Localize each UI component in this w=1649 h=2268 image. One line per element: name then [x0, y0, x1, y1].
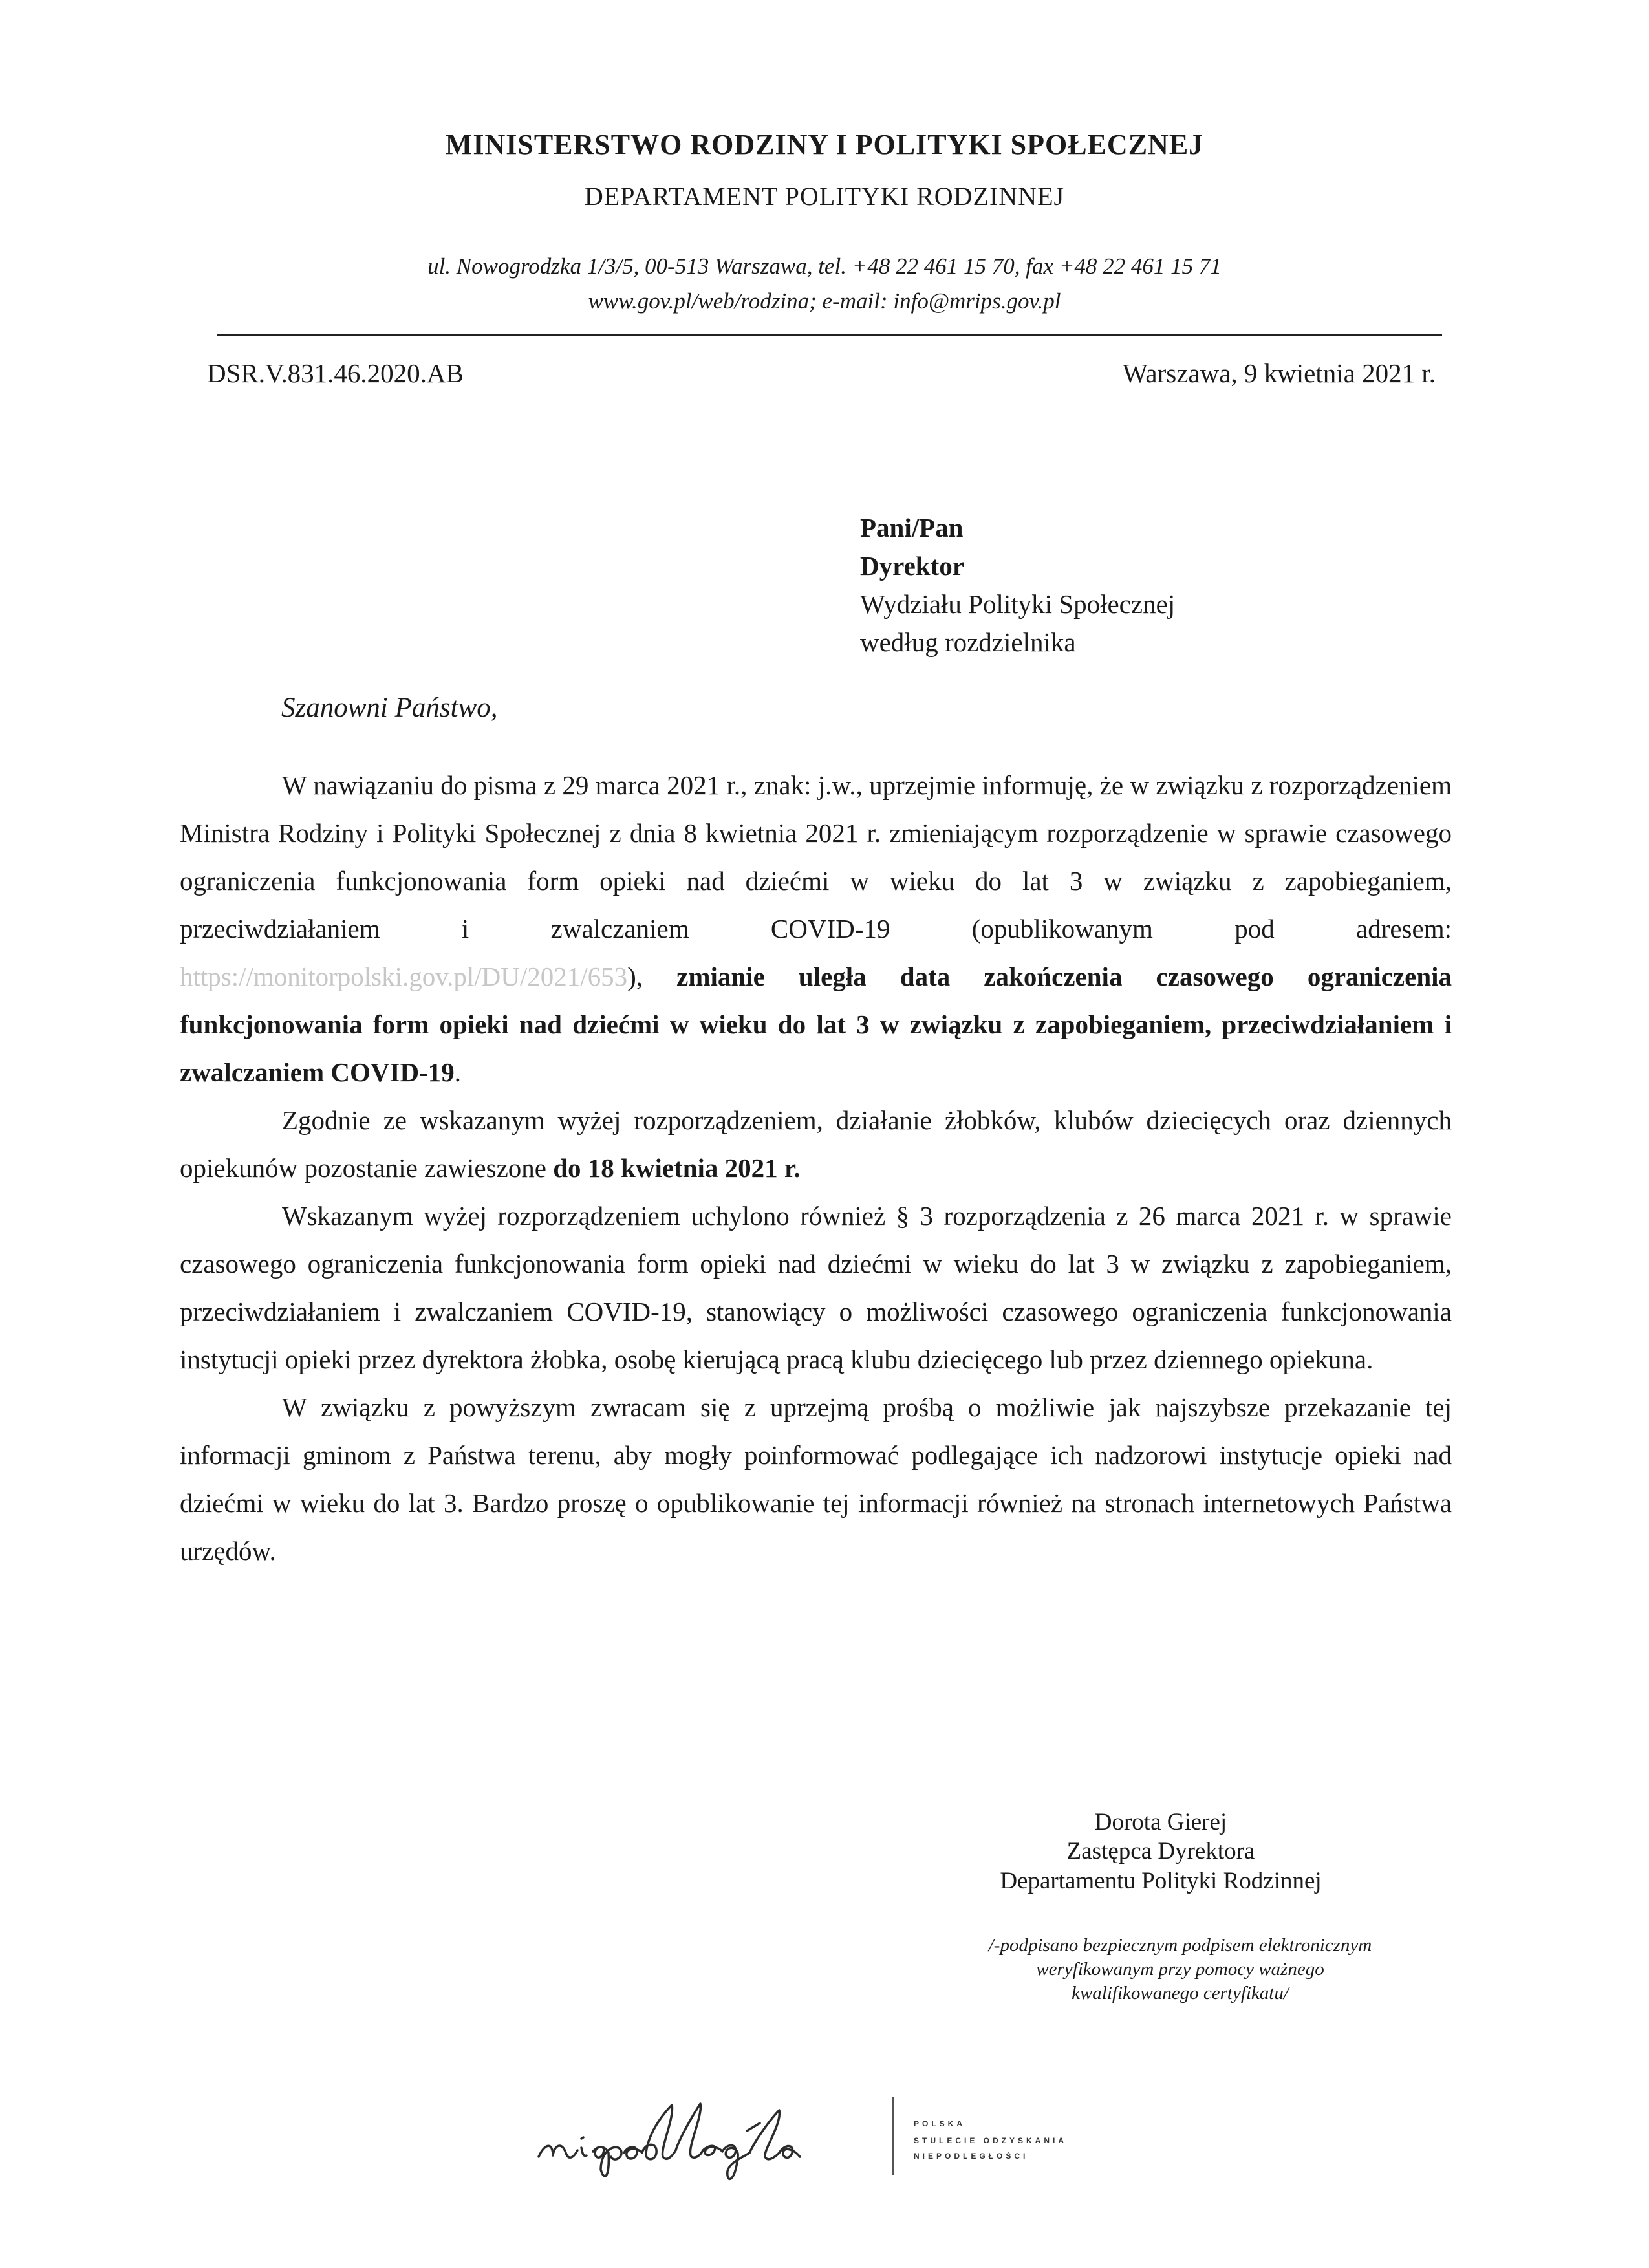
paragraph-1 — [180, 761, 1452, 1096]
publication-link[interactable]: https://monitorpolski.gov.pl/DU/2021/653 — [180, 962, 628, 991]
paragraph-1-end: . — [454, 1057, 461, 1087]
signatory-name: Dorota Gierej — [1094, 1809, 1227, 1835]
paragraph-2 — [180, 1096, 1452, 1192]
logo-text-line-2: STULECIE ODZYSKANIA — [914, 2136, 1068, 2145]
contact-address-line: ul. Nowogrodzka 1/3/5, 00-513 Warszawa, tel. +48 22 461 15 70, fax +48 22 461 15 71 — [427, 254, 1222, 279]
signatory-title: Zastępca Dyrektora — [1066, 1838, 1255, 1864]
reference-number: DSR.V.831.46.2020.AB — [207, 358, 464, 388]
ministry-name: MINISTERSTWO RODZINY I POLITYKI SPOŁECZNEJ — [445, 129, 1204, 160]
e-signature-note-3: kwalifikowanego certyfikatu/ — [1072, 1983, 1289, 2003]
logo-text-line-1: POLSKA — [914, 2119, 966, 2128]
logo-text-line-3: NIEPODLEGŁOŚCI — [914, 2152, 1029, 2161]
paragraph-2-bold: do 18 kwietnia 2021 r. — [553, 1153, 801, 1183]
addressee-line-1: Pani/Pan — [860, 513, 964, 543]
header-divider — [217, 334, 1442, 336]
addressee-line-4: według rozdzielnika — [860, 627, 1076, 657]
addressee-line-2: Dyrektor — [860, 551, 964, 581]
addressee-line-3: Wydziału Polityki Społecznej — [860, 589, 1176, 619]
paragraph-1-bold: zmianie uległa data zakończenia czasowego ograniczenia funkcjonowania form opieki nad dziećmi w wieku do lat 3 w związku z zapobieganiem, przeciwdziałaniem i zwalczaniem COVID-19 — [180, 962, 1452, 1087]
logo-divider — [892, 2097, 894, 2175]
salutation: Szanowni Państwo, — [281, 693, 498, 723]
paragraph-2-text: Zgodnie ze wskazanym wyżej rozporządzeniem, działanie żłobków, klubów dziecięcych oraz dziennych opiekunów pozostanie zawieszone — [180, 1105, 1452, 1183]
letter-body — [180, 761, 1452, 1575]
paragraph-1-text-2: ), — [627, 962, 677, 991]
paragraph-4: W związku z powyższym zwracam się z uprzejmą prośbą o możliwie jak najszybsze przekazanie tej informacji gminom z Państwa terenu, aby mogły poinformować podlegające ich nadzorowi instytucje opieki nad dziećmi w wieku do lat 3. Bardzo proszę o opublikowanie tej informacji również na stronach internetowych Państwa urzędów. — [180, 1392, 1452, 1566]
paragraph-1-text: W nawiązaniu do pisma z 29 marca 2021 r., znak: j.w., uprzejmie informuję, że w związku z rozporządzeniem Ministra Rodziny i Polityki Społecznej z dnia 8 kwietnia 2021 r. zmieniającym rozporządzenie w sprawie czasowego ograniczenia funkcjonowania form opieki nad dziećmi w wieku do lat 3 w związku z zapobieganiem, przeciwdziałaniem i zwalczaniem COVID-19 (opublikowanym pod adresem: — [180, 770, 1452, 944]
signatory-department: Departamentu Polityki Rodzinnej — [1000, 1868, 1322, 1894]
e-signature-note-1: /-podpisano bezpiecznym podpisem elektronicznym — [988, 1935, 1372, 1956]
contact-web-email-line: www.gov.pl/web/rodzina; e-mail: info@mrips.gov.pl — [588, 288, 1061, 314]
niepodlegla-logo — [534, 2086, 1096, 2189]
place-date: Warszawa, 9 kwietnia 2021 r. — [1123, 358, 1436, 388]
department-name: DEPARTAMENT POLITYKI RODZINNEJ — [584, 182, 1065, 211]
paragraph-3: Wskazanym wyżej rozporządzeniem uchylono również § 3 rozporządzenia z 26 marca 2021 r. w sprawie czasowego ograniczenia funkcjonowania form opieki nad dziećmi w wieku do lat 3 w związku z zapobieganiem, przeciwdziałaniem i zwalczaniem COVID-19, stanowiący o możliwości czasowego ograniczenia funkcjonowania instytucji opieki przez dyrektora żłobka, osobę kierującą pracą klubu dziecięcego lub przez dziennego opiekuna. — [180, 1201, 1452, 1374]
niepodlegla-script-logo — [534, 2086, 883, 2189]
e-signature-note-2: weryfikowanym przy pomocy ważnego — [1036, 1959, 1324, 1980]
